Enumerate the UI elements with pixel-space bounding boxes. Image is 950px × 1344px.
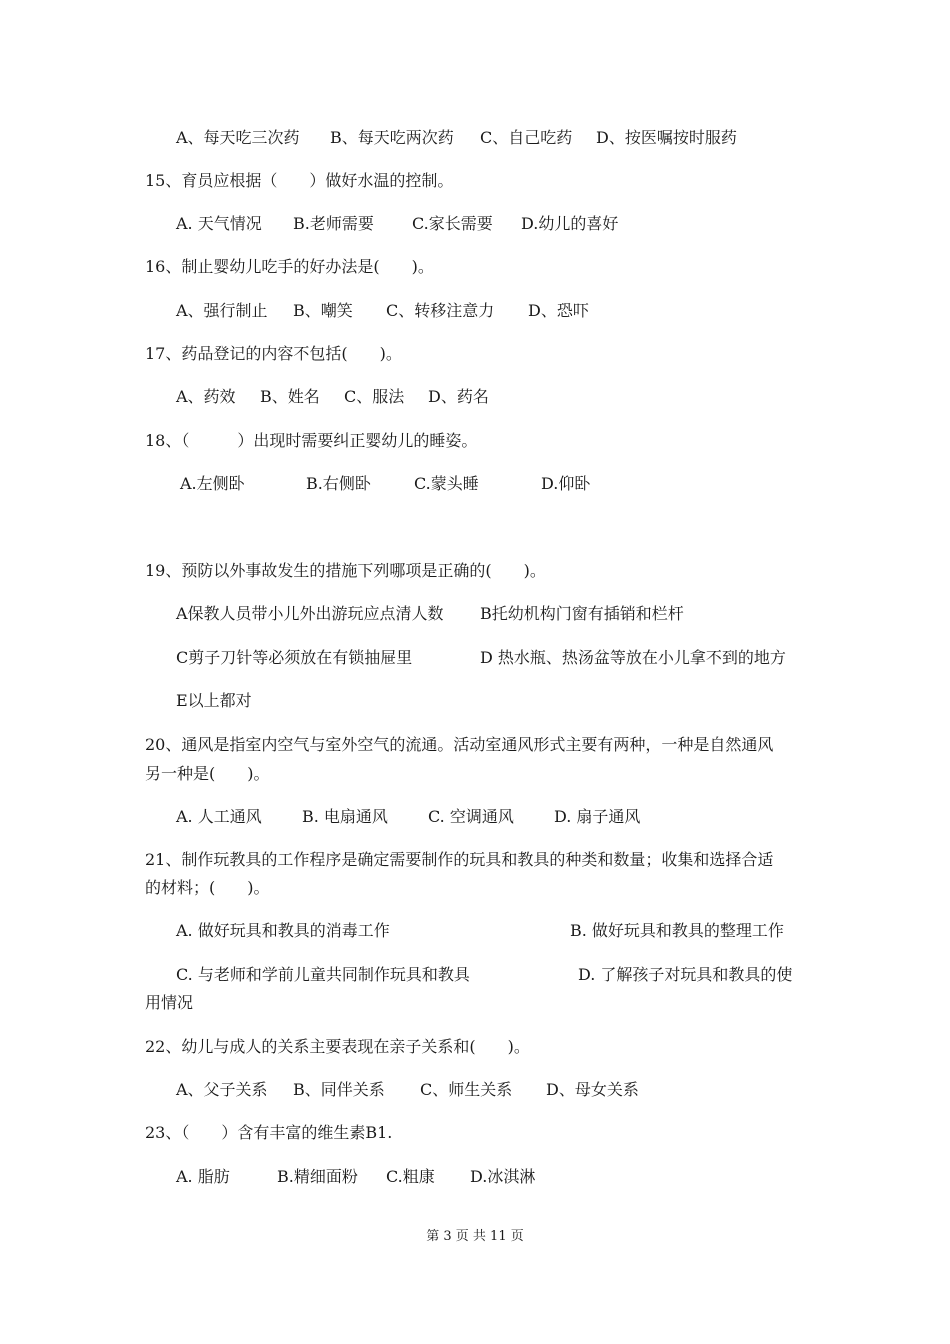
q22-option-d: D、母女关系 (546, 1080, 639, 1099)
question-20-stem-line1: 20、通风是指室内空气与室外空气的流通。活动室通风形式主要有两种，一种是自然通风 (145, 735, 774, 754)
question-18-stem: 18、（ ）出现时需要纠正婴幼儿的睡姿。 (145, 431, 478, 450)
q23-option-d: D.冰淇淋 (470, 1167, 536, 1186)
q21-option-d-continued: 用情况 (145, 993, 194, 1012)
q14-option-d: D、按医嘱按时服药 (596, 128, 737, 147)
q22-option-a: A、父子关系 (176, 1080, 268, 1099)
q19-option-e: E以上都对 (176, 691, 252, 710)
q20-option-d: D. 扇子通风 (554, 807, 641, 826)
question-23-stem: 23、（ ）含有丰富的维生素B1. (145, 1123, 393, 1142)
q16-option-b: B、嘲笑 (293, 301, 353, 320)
question-21-stem-line2: 的材料；( )。 (145, 878, 270, 897)
q17-option-b: B、姓名 (260, 387, 320, 406)
q18-option-a: A.左侧卧 (180, 474, 245, 493)
page-footer: 第 3 页 共 11 页 (426, 1229, 524, 1244)
q16-option-d: D、恐吓 (528, 301, 589, 320)
q23-option-a: A. 脂肪 (176, 1167, 230, 1186)
q20-option-a: A. 人工通风 (176, 807, 262, 826)
question-20-stem-line2: 另一种是( )。 (145, 764, 270, 783)
q21-option-a: A. 做好玩具和教具的消毒工作 (176, 921, 390, 940)
q15-option-b: B.老师需要 (293, 214, 374, 233)
q21-option-c: C. 与老师和学前儿童共同制作玩具和教具 (176, 965, 470, 984)
q17-option-d: D、药名 (428, 387, 489, 406)
q18-option-b: B.右侧卧 (306, 474, 371, 493)
q20-option-b: B. 电扇通风 (302, 807, 388, 826)
q21-option-b: B. 做好玩具和教具的整理工作 (570, 921, 784, 940)
q19-option-a: A保教人员带小儿外出游玩应点清人数 (176, 604, 444, 623)
q15-option-d: D.幼儿的喜好 (521, 214, 619, 233)
q16-option-c: C、转移注意力 (386, 301, 495, 320)
q23-option-b: B.精细面粉 (277, 1167, 358, 1186)
q14-option-a: A、每天吃三次药 (176, 128, 300, 147)
q18-option-c: C.蒙头睡 (414, 474, 479, 493)
q17-option-c: C、服法 (344, 387, 405, 406)
question-16-stem: 16、制止婴幼儿吃手的好办法是( )。 (145, 257, 434, 276)
q19-option-d: D 热水瓶、热汤盆等放在小儿拿不到的地方 (480, 648, 786, 667)
q17-option-a: A、药效 (176, 387, 236, 406)
q15-option-a: A. 天气情况 (176, 214, 262, 233)
q18-option-d: D.仰卧 (541, 474, 591, 493)
question-15-stem: 15、育员应根据（ ）做好水温的控制。 (145, 171, 454, 190)
q23-option-c: C.粗康 (386, 1167, 435, 1186)
question-21-stem-line1: 21、制作玩教具的工作程序是确定需要制作的玩具和教具的种类和数量；收集和选择合适 (145, 850, 774, 869)
question-22-stem: 22、幼儿与成人的关系主要表现在亲子关系和( )。 (145, 1037, 530, 1056)
question-17-stem: 17、药品登记的内容不包括( )。 (145, 344, 402, 363)
q22-option-c: C、师生关系 (420, 1080, 513, 1099)
q19-option-c: C剪子刀针等必须放在有锁抽屉里 (176, 648, 413, 667)
q21-option-d: D. 了解孩子对玩具和教具的使 (578, 965, 793, 984)
q14-option-c: C、自己吃药 (480, 128, 573, 147)
q14-option-b: B、每天吃两次药 (330, 128, 454, 147)
q19-option-b: B托幼机构门窗有插销和栏杆 (480, 604, 684, 623)
question-19-stem: 19、预防以外事故发生的措施下列哪项是正确的( )。 (145, 561, 546, 580)
q16-option-a: A、强行制止 (176, 301, 268, 320)
q20-option-c: C. 空调通风 (428, 807, 514, 826)
q15-option-c: C.家长需要 (412, 214, 493, 233)
q22-option-b: B、同伴关系 (293, 1080, 385, 1099)
